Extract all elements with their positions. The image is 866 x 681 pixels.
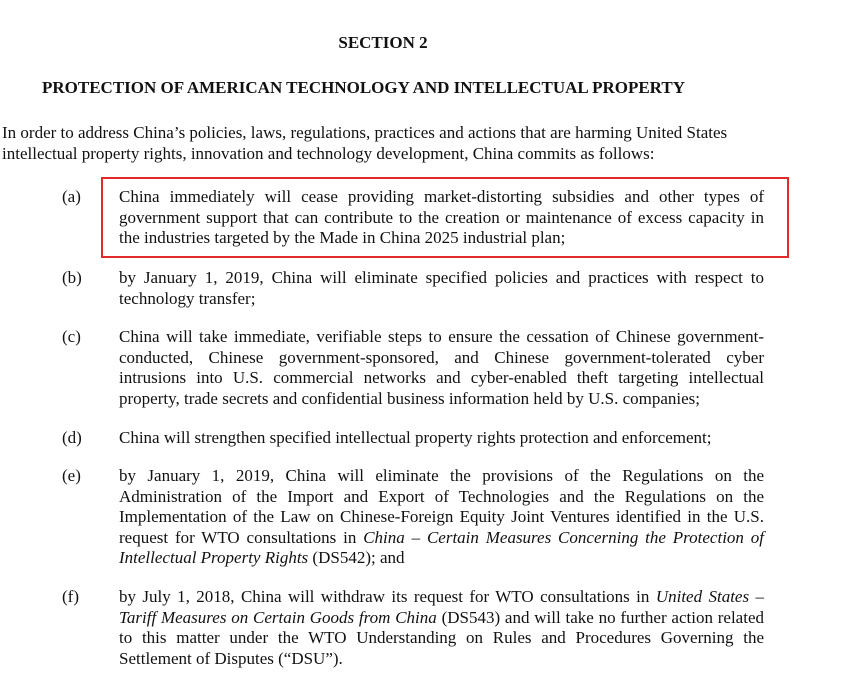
item-letter: (d) (62, 428, 82, 447)
item-text (119, 466, 764, 569)
item-text: China will strengthen specified intellectual property rights protection and enforcement; (119, 428, 712, 447)
item-text-after: (DS542); and (308, 548, 405, 567)
section-label: SECTION 2 (338, 33, 428, 52)
item-text-before: by January 1, 2019, China will eliminate the provisions of the Regulations on the Administration of the Import and Export of Technologies and the Regulations on the Implementation of the Law on Chinese-Foreign Equity Joint Ventures identified in the U.S. request for WTO consultations in (119, 466, 764, 547)
item-letter: (e) (62, 466, 81, 485)
item-text: by January 1, 2019, China will eliminate specified policies and practices with respect to technology transfer; (119, 268, 764, 308)
item-letter: (c) (62, 327, 81, 346)
item-text-after: (DS543) and will take no further action related to this matter under the WTO Understanding on Rules and Procedures Governing the Settlement of Disputes (“DSU”). (119, 607, 764, 668)
item-text: China will take immediate, verifiable steps to ensure the cessation of Chinese government-conducted, Chinese government-sponsored, and Chinese government-tolerated cyber intrusions into U.S. commercial networks and cyber-enabled theft targeting intellectual property, trade secrets and confidential business information held by U.S. companies; (119, 327, 764, 408)
page-title: PROTECTION OF AMERICAN TECHNOLOGY AND INTELLECTUAL PROPERTY (42, 78, 685, 97)
item-letter: (b) (62, 268, 82, 287)
item-text: China immediately will cease providing market-distorting subsidies and other types of government support that can contribute to the creation or maintenance of excess capacity in the industries targeted by the Made in China 2025 industrial plan; (119, 187, 764, 247)
intro-paragraph: In order to address China’s policies, laws, regulations, practices and actions that are harming United States intellectual property rights, innovation and technology development, China commits as follows: (2, 123, 728, 163)
item-text-before: by July 1, 2018, China will withdraw its request for WTO consultations in (119, 587, 656, 606)
item-text (119, 587, 764, 669)
item-letter: (f) (62, 587, 79, 606)
case-title: China – Certain Measures Concerning the Protection of Intellectual Property Rights (119, 527, 764, 567)
item-letter: (a) (62, 187, 81, 206)
case-title: United States – Tariff Measures on Certain Goods from China (119, 587, 764, 627)
